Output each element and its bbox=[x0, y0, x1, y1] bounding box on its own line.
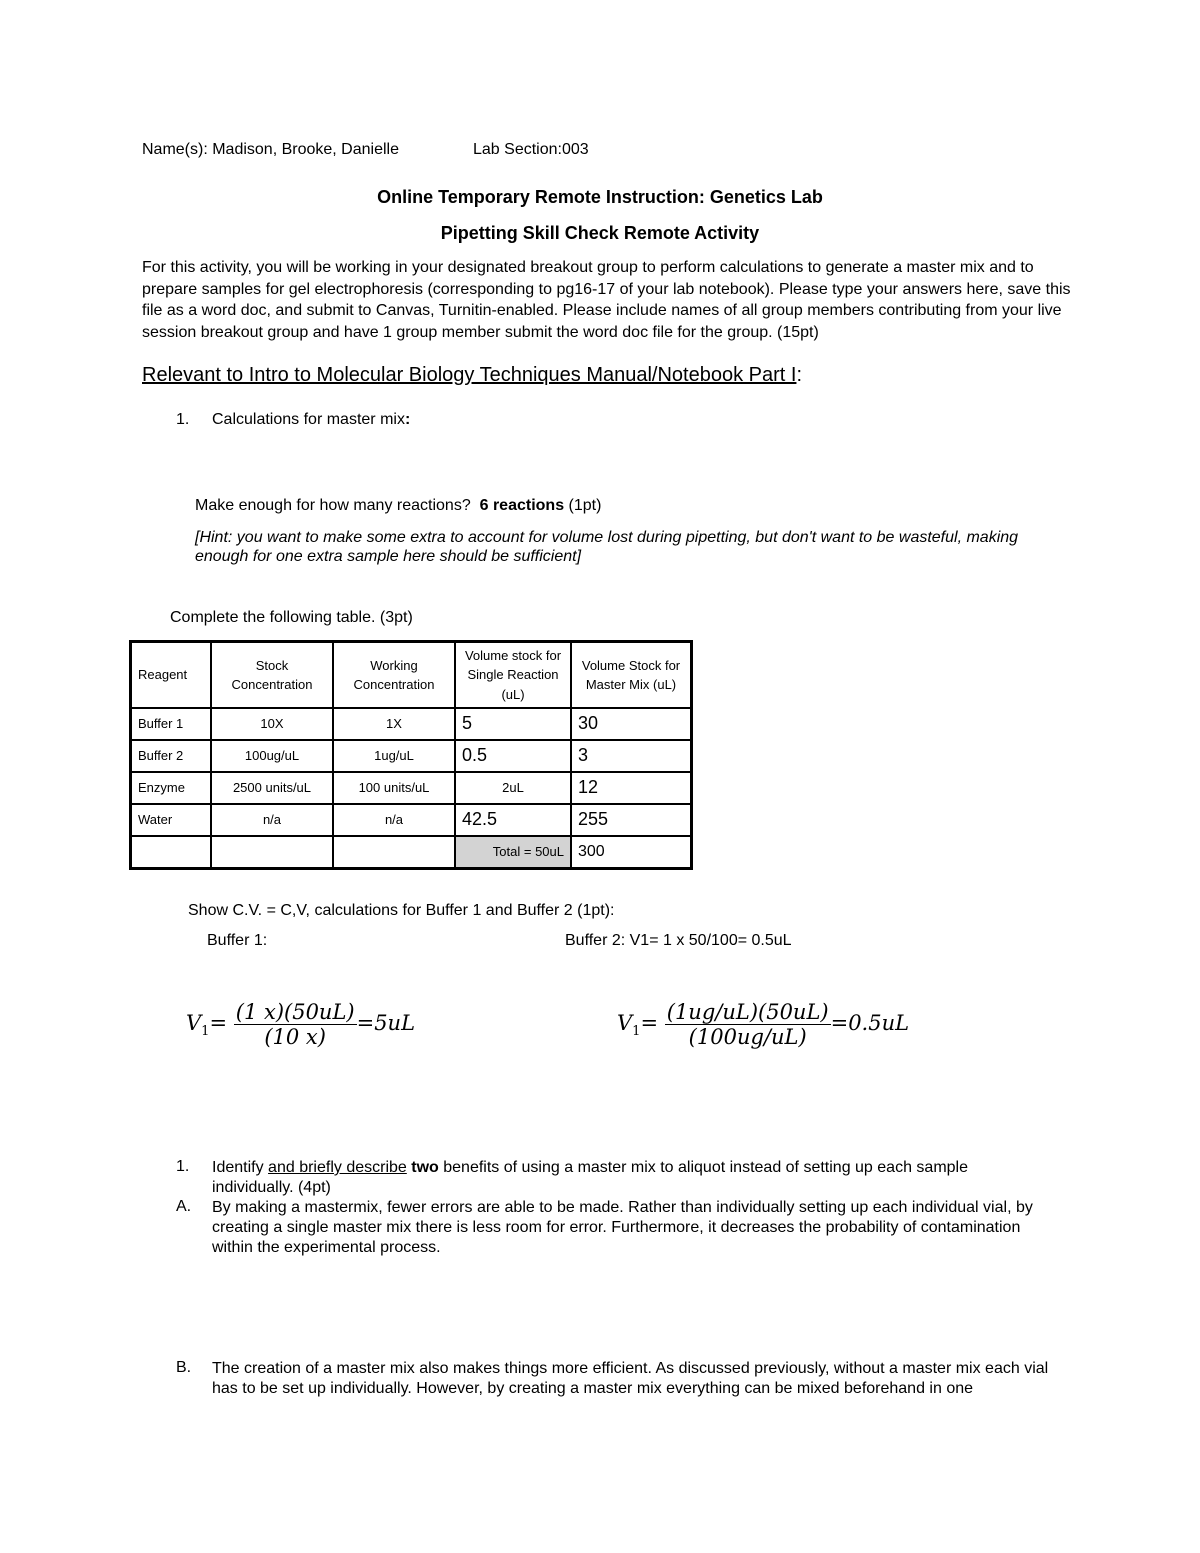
q1-number: 1. bbox=[176, 411, 190, 428]
reagent-table bbox=[129, 640, 693, 870]
reactions-line bbox=[195, 497, 601, 515]
formula-result: =5uL bbox=[356, 1011, 416, 1035]
q1-text bbox=[212, 411, 410, 429]
table-cell: 5 bbox=[455, 708, 571, 740]
section-heading-text: Relevant to Intro to Molecular Biology Techniques Manual/Notebook Part I bbox=[142, 364, 797, 386]
table-cell: 300 bbox=[571, 836, 692, 869]
table-header-cell: Volume Stock for Master Mix (uL) bbox=[571, 642, 692, 709]
section-heading-colon: : bbox=[796, 364, 803, 386]
table-cell: n/a bbox=[211, 804, 333, 836]
table-cell: 2500 units/uL bbox=[211, 772, 333, 804]
buffer1-formula bbox=[186, 1000, 415, 1049]
names-field: Name(s): Madison, Brooke, Danielle bbox=[142, 141, 399, 158]
reactions-hint: [Hint: you want to make some extra to account for volume lost during pipetting, but don't want to be wasteful, making enough for one extra sample here should be sufficient] bbox=[195, 529, 1019, 565]
table-cell: 42.5 bbox=[455, 804, 571, 836]
page-title: Online Temporary Remote Instruction: Genetics Lab bbox=[377, 187, 823, 207]
formula-denominator: (100ug/uL) bbox=[688, 1025, 807, 1049]
q2-text-post: benefits of using a master mix to aliquot instead of setting up each sample individually. (4pt) bbox=[212, 1159, 968, 1196]
table-cell bbox=[131, 836, 212, 869]
table-cell: Buffer 1 bbox=[131, 708, 212, 740]
formula-equals: = bbox=[209, 1011, 228, 1035]
formula-v: V bbox=[186, 1011, 202, 1035]
q1-label: Calculations for master mix bbox=[212, 411, 405, 428]
table-row bbox=[131, 772, 692, 804]
q1-colon: : bbox=[404, 411, 411, 428]
table-cell: 2uL bbox=[455, 772, 571, 804]
section-heading bbox=[142, 364, 802, 387]
table-row bbox=[131, 836, 692, 869]
table-header-cell: Working Concentration bbox=[333, 642, 455, 709]
formula-numerator: (1ug/uL)(50uL) bbox=[666, 1000, 829, 1024]
formula-numerator: (1 x)(50uL) bbox=[235, 1000, 355, 1024]
table-cell: 100 units/uL bbox=[333, 772, 455, 804]
table-cell: Enzyme bbox=[131, 772, 212, 804]
table-cell: 3 bbox=[571, 740, 692, 772]
table-cell: 1ug/uL bbox=[333, 740, 455, 772]
table-cell: 1X bbox=[333, 708, 455, 740]
buffer2-formula bbox=[617, 1000, 909, 1049]
lab-section-field: Lab Section:003 bbox=[473, 141, 589, 158]
table-header-cell: Volume stock for Single Reaction (uL) bbox=[455, 642, 571, 709]
table-prompt: Complete the following table. (3pt) bbox=[170, 609, 413, 626]
buffer1-label: Buffer 1: bbox=[207, 932, 268, 949]
reactions-prompt: Make enough for how many reactions? bbox=[195, 497, 471, 514]
q2-text-bold: two bbox=[411, 1159, 439, 1176]
table-cell: Buffer 2 bbox=[131, 740, 212, 772]
table-cell: 0.5 bbox=[455, 740, 571, 772]
formula-fraction bbox=[665, 1000, 831, 1049]
table-cell: Water bbox=[131, 804, 212, 836]
formula-subscript: 1 bbox=[632, 1024, 641, 1039]
formula-subscript: 1 bbox=[201, 1024, 210, 1039]
table-cell: 10X bbox=[211, 708, 333, 740]
table-row bbox=[131, 708, 692, 740]
table-total-cell: Total = 50uL bbox=[455, 836, 571, 869]
table-cell: n/a bbox=[333, 804, 455, 836]
q2-text-underline: and briefly describe bbox=[268, 1159, 407, 1176]
buffer2-label: Buffer 2: V1= 1 x 50/100= 0.5uL bbox=[565, 932, 792, 949]
table-cell bbox=[211, 836, 333, 869]
table-cell: 255 bbox=[571, 804, 692, 836]
intro-paragraph: For this activity, you will be working in your designated breakout group to perform calculations to generate a master mix and to prepare samples for gel electrophoresis (corresponding to pg16-17 of your lab notebook). Please type your answers here, save this file as a word doc, and submit to Canvas, Turnitin-enabled. Please include names of all group members contributing from your live session breakout group and have 1 group member submit the word doc file for the group. (15pt) bbox=[142, 259, 1071, 341]
q2-number: 1. bbox=[176, 1158, 190, 1175]
table-header-cell: Reagent bbox=[131, 642, 212, 709]
answer-b-letter: B. bbox=[176, 1359, 192, 1376]
table-row bbox=[131, 740, 692, 772]
table-header-row bbox=[131, 642, 692, 709]
table-header-cell: Stock Concentration bbox=[211, 642, 333, 709]
formula-result: =0.5uL bbox=[830, 1011, 910, 1035]
page-subtitle: Pipetting Skill Check Remote Activity bbox=[440, 223, 760, 243]
formula-denominator: (10 x) bbox=[264, 1025, 326, 1049]
cv-prompt: Show C.V. = C,V, calculations for Buffer 1 and Buffer 2 (1pt): bbox=[188, 902, 615, 919]
table-cell: 30 bbox=[571, 708, 692, 740]
formula-equals: = bbox=[640, 1011, 659, 1035]
formula-fraction bbox=[234, 1000, 357, 1049]
q2-text-pre: Identify bbox=[212, 1159, 264, 1176]
reactions-points: (1pt) bbox=[568, 497, 602, 514]
answer-a-text: By making a mastermix, fewer errors are able to be made. Rather than individually setting up each individual vial, by creating a single master mix there is less room for error. Furthermore, it decreases the probability of contamination within the experimental process. bbox=[212, 1199, 1033, 1256]
reactions-answer: 6 reactions bbox=[479, 497, 565, 514]
table-row bbox=[131, 804, 692, 836]
q2-text bbox=[212, 1158, 1052, 1198]
answer-b-text: The creation of a master mix also makes things more efficient. As discussed previously, without a master mix each vial has to be set up individually. However, by creating a master mix everything can be mixed beforehand in one bbox=[212, 1360, 1049, 1397]
table-cell: 100ug/uL bbox=[211, 740, 333, 772]
answer-a-letter: A. bbox=[176, 1198, 192, 1215]
formula-v: V bbox=[617, 1011, 633, 1035]
table-cell: 12 bbox=[571, 772, 692, 804]
table-cell bbox=[333, 836, 455, 869]
